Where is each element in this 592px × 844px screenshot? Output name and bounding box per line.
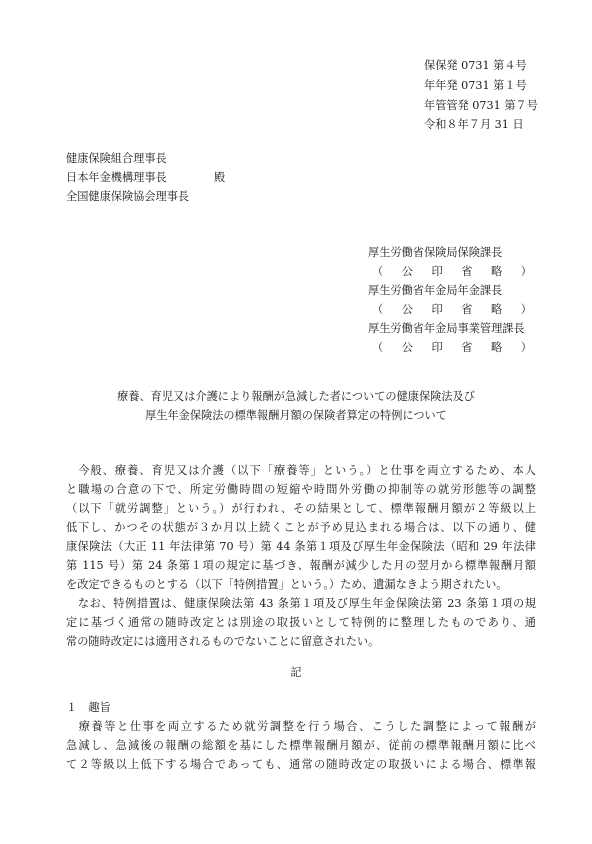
seal-char: 公 — [401, 303, 413, 316]
sender-title: 厚生労働省年金局事業管理課長 — [368, 322, 525, 335]
addressee: 日本年金機構理事長 — [66, 171, 167, 184]
seal-omitted-note — [372, 266, 532, 277]
seal-char: 印 — [431, 341, 443, 354]
addressee: 健康保険組合理事長 — [66, 152, 167, 165]
document-number: 年管管発 0731 第７号 — [424, 99, 538, 112]
seal-char: 印 — [431, 303, 443, 316]
body-line: 定に基づく通常の随時改定とは別途の取扱いとして特例的に整理したものであり、通 — [66, 616, 536, 629]
seal-omitted-note — [372, 304, 532, 315]
seal-char: （ — [372, 303, 384, 316]
seal-char: （ — [372, 341, 384, 354]
document-number: 保保発 0731 第４号 — [424, 59, 527, 72]
seal-char: 公 — [401, 265, 413, 278]
body-line: （以下「就労調整」という。）が行われ、その結果として、標準報酬月額が２等級以上 — [66, 502, 536, 515]
seal-omitted-note — [372, 342, 532, 353]
body-line: なお、特例措置は、健康保険法第 43 条第１項及び厚生年金保険法第 23 条第１項の規 — [66, 597, 536, 610]
body-line: 低下し、かつその状態が３か月以上続くことが予め見込まれる場合は、以下の通り、健 — [66, 521, 536, 534]
ki-marker: 記 — [290, 666, 302, 679]
subject-line: 療養、育児又は介護により報酬が急減した者についての健康保険法及び — [117, 390, 475, 403]
document-number: 年年発 0731 第１号 — [424, 79, 527, 92]
seal-char: 略 — [491, 265, 503, 278]
sender-title: 厚生労働省年金局年金課長 — [368, 284, 503, 297]
seal-char: ） — [520, 341, 532, 354]
body-line: 療養等と仕事を両立するため就労調整を行う場合、こうした調整によって報酬が — [66, 720, 536, 733]
document-date: 令和８年７月 31 日 — [424, 118, 524, 131]
body-line: 今般、療養、育児又は介護（以下「療養等」という。）と仕事を両立するため、本人 — [66, 464, 536, 477]
seal-char: 略 — [491, 303, 503, 316]
sender-title: 厚生労働省保険局保険課長 — [368, 246, 503, 259]
seal-char: 公 — [401, 341, 413, 354]
seal-char: 略 — [491, 341, 503, 354]
seal-char: ） — [520, 265, 532, 278]
addressee: 全国健康保険協会理事長 — [66, 190, 190, 203]
seal-char: （ — [372, 265, 384, 278]
section-heading: １ 趣旨 — [66, 701, 111, 714]
body-line: と職場の合意の下で、所定労働時間の短縮や時間外労働の抑制等の就労形態等の調整 — [66, 483, 536, 496]
body-line: 常の随時改定には適用されるものでないことに留意されたい。 — [66, 635, 380, 648]
seal-char: 印 — [431, 265, 443, 278]
body-line: 第 115 号）第 24 条第１項の規定に基づき、報酬が減少した月の翌月から標準報酬月額 — [66, 559, 536, 572]
seal-char: 省 — [461, 303, 473, 316]
subject-line: 厚生年金保険法の標準報酬月額の保険者算定の特例について — [145, 409, 447, 422]
body-line: 康保険法（大正 11 年法律第 70 号）第 44 条第１項及び厚生年金保険法（昭和 29 年法律 — [66, 540, 536, 553]
body-line: 急減し、急減後の報酬の総額を基にした標準報酬月額が、従前の標準報酬月額に比べ — [66, 739, 536, 752]
honorific: 殿 — [214, 171, 226, 184]
seal-char: 省 — [461, 265, 473, 278]
body-line: を改定できるものとする（以下「特例措置」という。）ため、遺漏なきよう期されたい。 — [66, 578, 508, 591]
seal-char: 省 — [461, 341, 473, 354]
body-line: て２等級以上低下する場合であっても、通常の随時改定の取扱いによる場合、標準報 — [66, 758, 536, 771]
seal-char: ） — [520, 303, 532, 316]
